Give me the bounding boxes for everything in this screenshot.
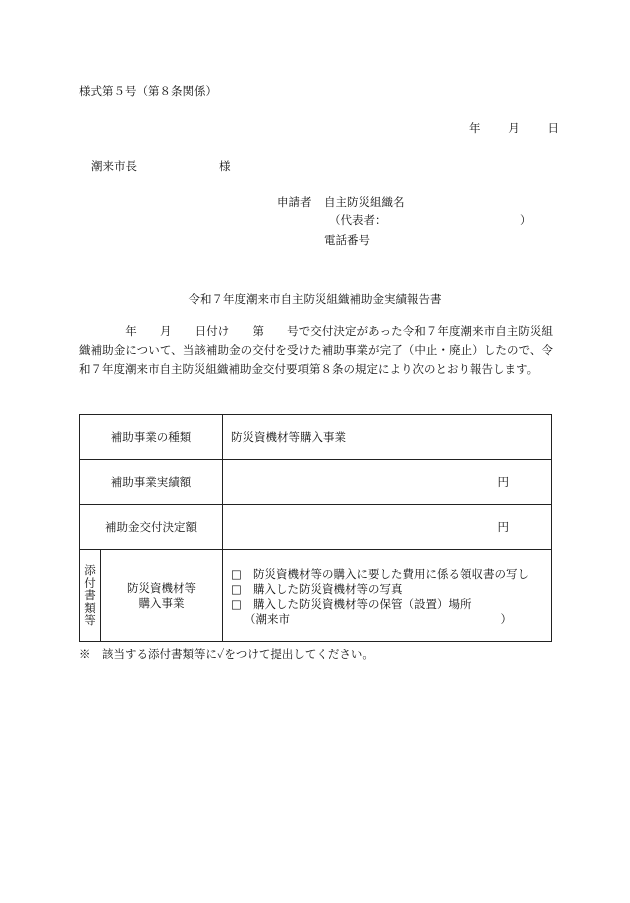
addressee-name: 潮来市長 xyxy=(91,159,137,173)
grant-amount-cell xyxy=(223,505,552,550)
location-line: （潮来市 ） xyxy=(244,611,512,626)
attachments-checklist xyxy=(223,550,552,642)
table-row xyxy=(80,505,552,550)
date-month: 月 xyxy=(508,121,520,135)
attachments-vertical-label: 添 付 書 類 等 xyxy=(80,550,101,642)
project-type-label: 補助事業の種類 xyxy=(80,415,223,460)
checkbox-photo[interactable]: □ xyxy=(231,581,242,596)
addressee xyxy=(91,158,231,174)
applicant-phone: 電話番号 xyxy=(324,233,370,247)
attachments-project-type: 防災資機材等 購入事業 xyxy=(101,550,223,642)
form-number: 様式第５号（第８条関係） xyxy=(79,84,217,98)
addressee-honorific: 様 xyxy=(219,159,231,173)
checkbox-receipt[interactable]: □ xyxy=(231,566,242,581)
list-item: □ 購入した防災資機材等の保管（設置）場所 xyxy=(231,596,472,611)
actual-amount-cell xyxy=(223,460,552,505)
footnote: ※ 該当する添付書類等に✓をつけて提出してください。 xyxy=(79,647,374,661)
date-year: 年 xyxy=(469,121,481,135)
body-paragraph: 年 月 日付け 第 号で交付決定があった令和７年度潮来市自主防災組織補助金について、当該補助金の交付を受けた補助事業が完了（中止・廃止）したので、令和７年度潮来市自主防災組織補助金交付要項第８条の規定により次のとおり報告します。 xyxy=(79,324,553,376)
applicant-organization: 自主防災組織名 xyxy=(324,195,405,209)
checkbox-location[interactable]: □ xyxy=(231,596,242,611)
date-day: 日 xyxy=(547,121,559,135)
document-title: 令和７年度潮来市自主防災組織補助金実績報告書 xyxy=(188,292,442,306)
date-line xyxy=(469,120,559,136)
project-type-value: 防災資機材等購入事業 xyxy=(223,415,552,460)
table-row xyxy=(80,550,552,642)
grant-amount-yen: 円 xyxy=(497,520,509,534)
table-row xyxy=(80,415,552,460)
list-item: □ 購入した防災資機材等の写真 xyxy=(231,581,403,596)
list-item: □ 防災資機材等の購入に要した費用に係る領収書の写し xyxy=(231,566,529,581)
actual-amount-label: 補助事業実績額 xyxy=(80,460,223,505)
applicant-label: 申請者 xyxy=(277,195,312,209)
table-row xyxy=(80,460,552,505)
actual-amount-yen: 円 xyxy=(497,475,509,489)
applicant-representative-close: ） xyxy=(520,213,532,227)
report-table xyxy=(79,414,552,642)
grant-amount-label: 補助金交付決定額 xyxy=(80,505,223,550)
applicant-representative: （代表者： xyxy=(329,213,387,227)
